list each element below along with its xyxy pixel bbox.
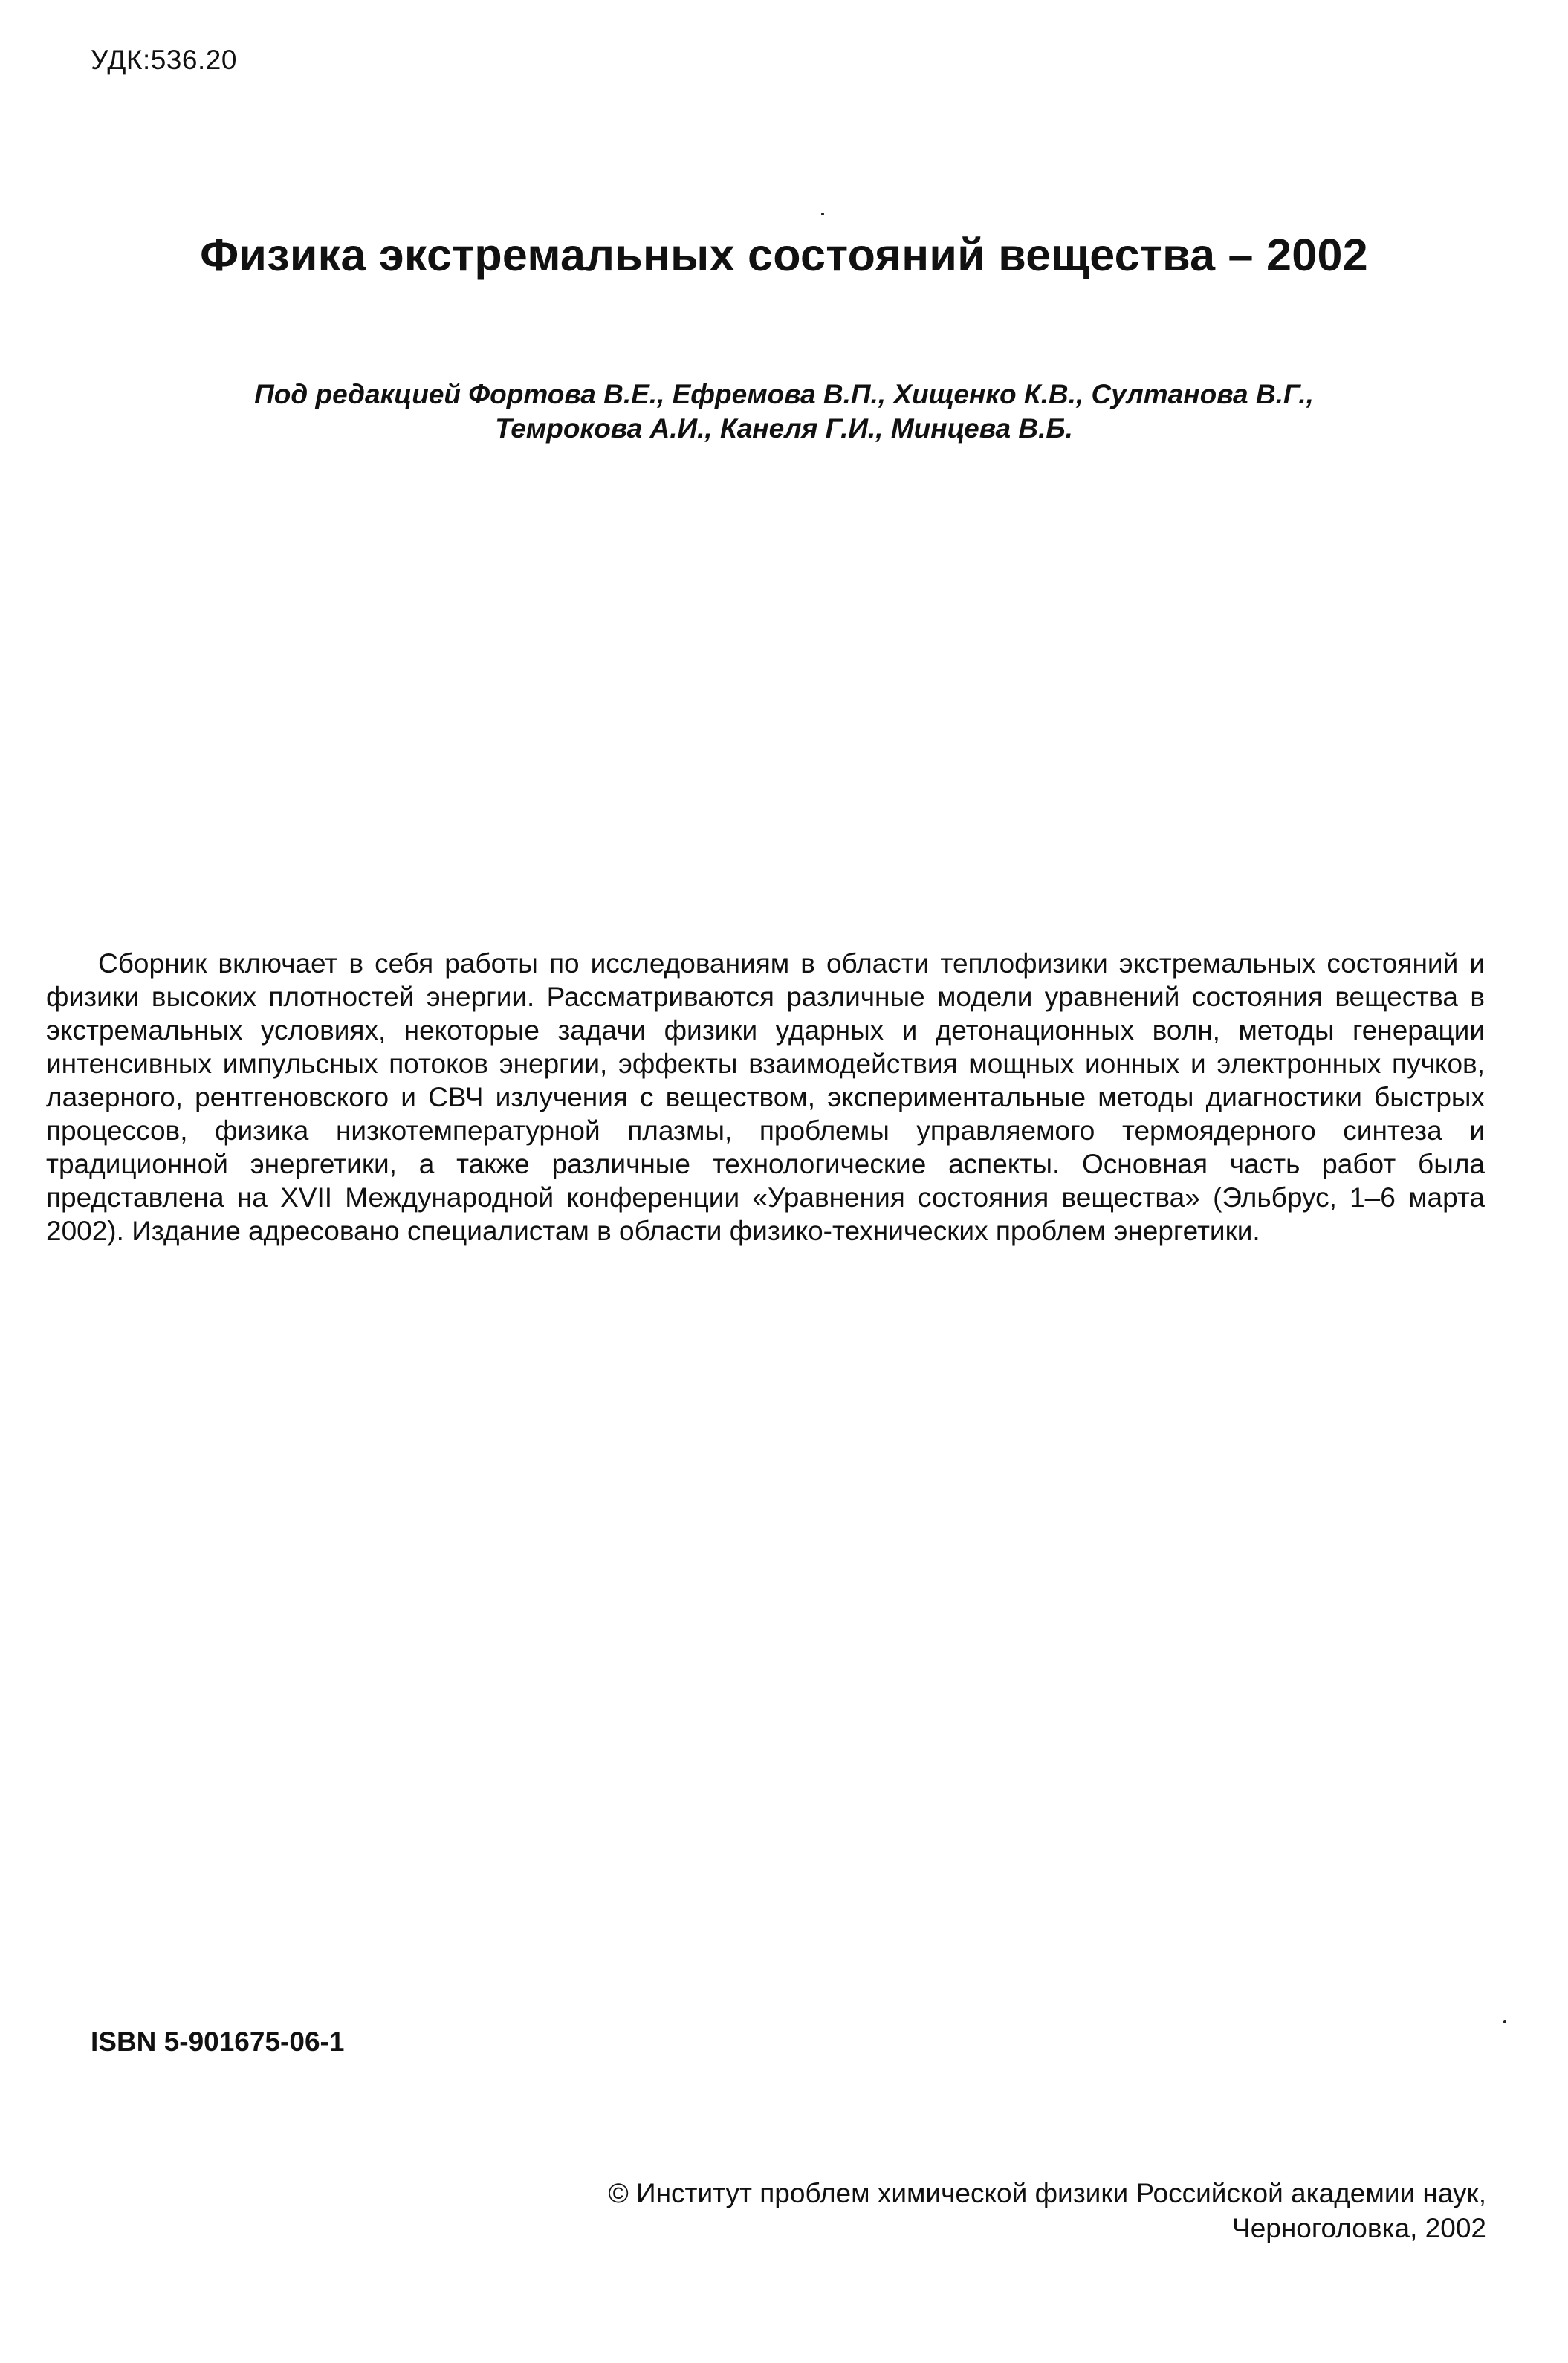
page-title: Физика экстремальных состояний вещества – 2002	[200, 230, 1368, 280]
abstract-paragraph: Сборник включает в себя работы по исследованиям в области теплофизики экстремальных состояний и физики высоких плотностей энергии. Рассматриваются различные модели уравнений состояния вещества в экстремальных условиях, некоторые задачи физики ударных и детонационных волн, методы генерации интенсивных импульсных потоков энергии, эффекты взаимодействия мощных ионных и электронных пучков, лазерного, рентгеновского и СВЧ излучения с веществом, экспериментальные методы диагностики быстрых процессов, физика низкотемпературной плазмы, проблемы управляемого термоядерного синтеза и традиционной энергетики, а также различные технологические аспекты. Основная часть работ была представлена на XVII Международной конференции «Уравнения состояния вещества» (Эльбрус, 1–6 марта 2002). Издание адресовано специалистам в области физико-технических проблем энергетики.	[46, 948, 1485, 1246]
copyright-line-2: Черноголовка, 2002	[1232, 2213, 1486, 2243]
isbn-number: ISBN 5-901675-06-1	[91, 2026, 345, 2057]
copyright-block	[608, 2176, 1486, 2246]
editors-line-2: Темрокова А.И., Канеля Г.И., Минцева В.Б.	[495, 413, 1073, 444]
editors-line-1: Под редакцией Фортова В.Е., Ефремова В.П., Хищенко К.В., Султанова В.Г.,	[254, 379, 1314, 409]
editors-block	[0, 377, 1568, 446]
copyright-line-1: © Институт проблем химической физики Российской академии наук,	[608, 2178, 1486, 2208]
scan-speck	[1503, 2020, 1506, 2023]
scan-speck	[821, 213, 824, 215]
udc-code: УДК:536.20	[91, 45, 237, 75]
